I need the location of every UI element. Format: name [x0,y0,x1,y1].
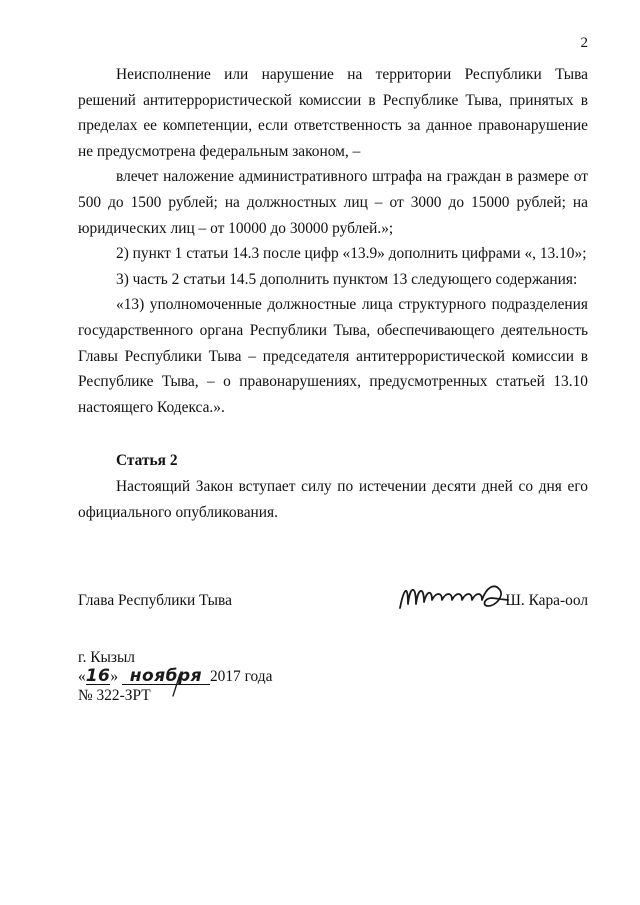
handwritten-day: 16 [85,666,111,686]
article-2-title: Статья 2 [116,452,178,470]
year: 2017 года [209,668,273,685]
paragraph-3: 2) пункт 1 статьи 14.3 после цифр «13.9» дополнить цифрами «, 13.10»; [116,245,587,263]
handwritten-signature-icon [396,578,514,614]
pen-stroke-icon [170,672,182,698]
paragraph-2: влечет наложение административного штрафа на граждан в размере от 500 до 1500 рублей; на должностных лиц – от 3000 до 15000 рублей; на юридических лиц – от 10000 до 30000 рублей.»; [78,168,588,237]
paragraph-5: «13) уполномоченные должностные лица структурного подразделения государственного органа Республики Тыва, обеспечивающего деятельность Главы Республики Тыва – председателя антитеррористической комиссии в Республике Тыва, – о правонарушениях, предусмотренных статьей 13.10 настоящего Кодекса.». [78,296,588,416]
paragraph-1: Неисполнение или нарушение на территории Республики Тыва решений антитеррористической комиссии в Республике Тыва, принятых в пределах ее компетенции, если ответственность за данное правонарушение не предусмотрена федеральным законом, – [78,66,588,160]
spacer [78,420,588,448]
signatory-role: Глава Республики Тыва [78,592,232,609]
handwritten-month: ноября [122,668,210,685]
quote-close: » [110,668,119,685]
page-number: 2 [580,35,588,51]
paragraph-4: 3) часть 2 статьи 14.5 дополнить пунктом 13 следующего содержания: [116,270,578,288]
law-number: № 322-ЗРТ [78,687,151,704]
place-date-block [78,648,272,705]
quote-open: « [78,668,86,685]
city: г. Кызыл [78,649,135,666]
article-2-text: Настоящий Закон вступает силу по истечении десяти дней со дня его официального опубликования. [78,477,588,521]
document-body [78,62,588,525]
signatory-name: Ш. Кара-оол [505,592,588,609]
